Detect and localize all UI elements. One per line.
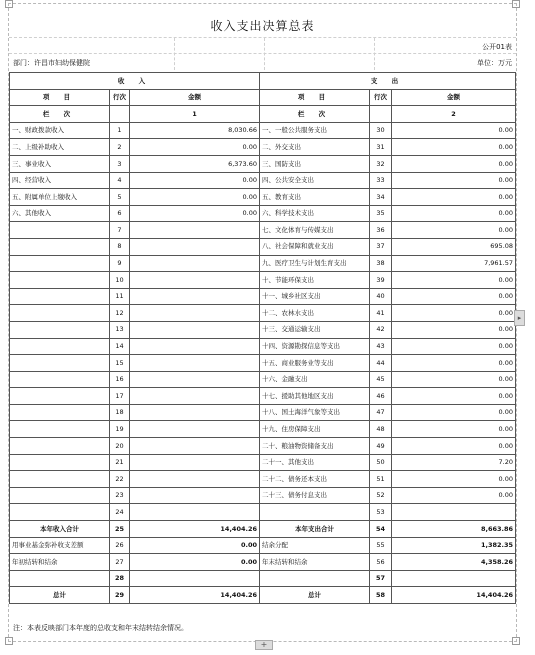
- table-header-row: [10, 89, 516, 106]
- income-amount: [130, 321, 260, 338]
- income-amount: 0.00: [130, 537, 260, 554]
- expense-row-no: 34: [370, 189, 392, 206]
- income-item: 六、其他收入: [10, 205, 110, 222]
- income-item: [10, 388, 110, 405]
- expense-row-no: 32: [370, 155, 392, 172]
- unit-label: 单位：万元: [477, 59, 512, 67]
- table-row: [10, 305, 516, 322]
- divider: [9, 53, 516, 54]
- corner-mark: [5, 0, 13, 8]
- table-row: [10, 454, 516, 471]
- column-index-label: 栏 次: [10, 106, 110, 123]
- income-row-no: 13: [110, 321, 130, 338]
- table-row: [10, 504, 516, 521]
- table-row: [10, 238, 516, 255]
- expense-item: 八、社会保障和就业支出: [260, 238, 370, 255]
- income-item: [10, 504, 110, 521]
- expense-item: 六、科学技术支出: [260, 205, 370, 222]
- income-amount: [130, 338, 260, 355]
- total-row: [10, 537, 516, 554]
- expense-item: 七、文化体育与传媒支出: [260, 222, 370, 239]
- expense-item: 二十三、债务付息支出: [260, 487, 370, 504]
- income-amount: 0.00: [130, 554, 260, 571]
- income-amount: [130, 388, 260, 405]
- income-row-no: 10: [110, 272, 130, 289]
- income-amount: 8,030.66: [130, 122, 260, 139]
- income-amount: 6,373.60: [130, 155, 260, 172]
- expense-row-no: 45: [370, 371, 392, 388]
- corner-mark: [512, 637, 520, 645]
- expense-item: 十八、国土海洋气象等支出: [260, 404, 370, 421]
- expense-amount: 0.00: [392, 355, 516, 372]
- expense-amount: 7,961.57: [392, 255, 516, 272]
- expense-amount: 0.00: [392, 205, 516, 222]
- expense-item: 十五、商业服务业等支出: [260, 355, 370, 372]
- table-row: [10, 122, 516, 139]
- total-row: [10, 554, 516, 571]
- income-item: 三、事业收入: [10, 155, 110, 172]
- table-row: [10, 438, 516, 455]
- expense-amount: 0.00: [392, 438, 516, 455]
- expense-amount: 0.00: [392, 272, 516, 289]
- table-row: [10, 471, 516, 488]
- income-item: 用事业基金弥补收支差额: [10, 537, 110, 554]
- expense-row-no: 56: [370, 554, 392, 571]
- expense-item: 结余分配: [260, 537, 370, 554]
- total-row: [10, 521, 516, 538]
- expense-item: 总计: [260, 587, 370, 604]
- expense-item: 十九、住房保障支出: [260, 421, 370, 438]
- divider: [264, 38, 265, 70]
- income-row-no: 2: [110, 139, 130, 156]
- expense-row-no: 39: [370, 272, 392, 289]
- income-item: [10, 272, 110, 289]
- income-amount: 14,404.26: [130, 587, 260, 604]
- expense-row-no: 46: [370, 388, 392, 405]
- income-row-no: 9: [110, 255, 130, 272]
- table-row: [10, 288, 516, 305]
- table-row: [10, 321, 516, 338]
- income-amount: [130, 570, 260, 587]
- expense-row-no: 44: [370, 355, 392, 372]
- expense-item: 十三、交通运输支出: [260, 321, 370, 338]
- expense-item: 十六、金融支出: [260, 371, 370, 388]
- expense-amount: 0.00: [392, 189, 516, 206]
- income-item: [10, 255, 110, 272]
- expense-row-no: 41: [370, 305, 392, 322]
- table-row: [10, 388, 516, 405]
- expense-item: 十七、援助其他地区支出: [260, 388, 370, 405]
- income-amount: 0.00: [130, 139, 260, 156]
- expense-amount: 0.00: [392, 321, 516, 338]
- divider: [174, 38, 175, 70]
- expense-amount: 0.00: [392, 371, 516, 388]
- row-header: 行次: [110, 89, 130, 106]
- expense-row-no: 50: [370, 454, 392, 471]
- income-amount: [130, 404, 260, 421]
- income-header: 收 入: [10, 73, 260, 90]
- income-item: 四、经营收入: [10, 172, 110, 189]
- income-row-no: 8: [110, 238, 130, 255]
- expense-row-no: 55: [370, 537, 392, 554]
- expense-row-no: 52: [370, 487, 392, 504]
- income-amount: [130, 504, 260, 521]
- income-row-no: 4: [110, 172, 130, 189]
- income-amount: [130, 487, 260, 504]
- expense-amount: 1,382.35: [392, 537, 516, 554]
- expense-amount: 4,358.26: [392, 554, 516, 571]
- total-row: [10, 587, 516, 604]
- expense-row-no: 58: [370, 587, 392, 604]
- expense-row-no: 37: [370, 238, 392, 255]
- income-row-no: 6: [110, 205, 130, 222]
- expense-item: 二十二、债务还本支出: [260, 471, 370, 488]
- column-index: 1: [130, 106, 260, 123]
- income-row-no: 27: [110, 554, 130, 571]
- income-amount: [130, 438, 260, 455]
- report-title: 收入支出决算总表: [210, 19, 315, 33]
- expense-item: 九、医疗卫生与计划生育支出: [260, 255, 370, 272]
- expense-amount: [392, 570, 516, 587]
- table-code: 公开01表: [482, 43, 512, 51]
- expense-item: 三、国防支出: [260, 155, 370, 172]
- expense-row-no: 53: [370, 504, 392, 521]
- income-item: [10, 404, 110, 421]
- income-item: [10, 321, 110, 338]
- expense-amount: 0.00: [392, 487, 516, 504]
- expense-item: 十一、城乡社区支出: [260, 288, 370, 305]
- income-item: [10, 355, 110, 372]
- expense-item: 本年支出合计: [260, 521, 370, 538]
- income-amount: [130, 255, 260, 272]
- income-amount: [130, 471, 260, 488]
- income-item: 年初结转和结余: [10, 554, 110, 571]
- income-amount: [130, 288, 260, 305]
- expense-amount: 0.00: [392, 338, 516, 355]
- income-row-no: 29: [110, 587, 130, 604]
- income-row-no: 23: [110, 487, 130, 504]
- expense-item: 二十、粮油物资储备支出: [260, 438, 370, 455]
- income-row-no: 7: [110, 222, 130, 239]
- income-row-no: 25: [110, 521, 130, 538]
- expense-row-no: 35: [370, 205, 392, 222]
- row-header: 行次: [370, 89, 392, 106]
- amount-header: 金额: [130, 89, 260, 106]
- summary-table: [9, 72, 516, 604]
- expense-item: 十四、资源勘探信息等支出: [260, 338, 370, 355]
- expense-row-no: 51: [370, 471, 392, 488]
- income-row-no: 17: [110, 388, 130, 405]
- expense-row-no: 42: [370, 321, 392, 338]
- income-item: 本年收入合计: [10, 521, 110, 538]
- expense-item: 年末结转和结余: [260, 554, 370, 571]
- income-row-no: 15: [110, 355, 130, 372]
- income-amount: [130, 454, 260, 471]
- table-row: [10, 272, 516, 289]
- table-row: [10, 155, 516, 172]
- table-row: [10, 355, 516, 372]
- table-row: [10, 222, 516, 239]
- income-amount: 0.00: [130, 189, 260, 206]
- income-item: [10, 570, 110, 587]
- income-amount: 14,404.26: [130, 521, 260, 538]
- total-row: [10, 570, 516, 587]
- expense-row-no: 36: [370, 222, 392, 239]
- divider: [374, 38, 375, 70]
- expand-right-handle[interactable]: ▸: [514, 310, 525, 326]
- table-row: [10, 404, 516, 421]
- expense-row-no: 54: [370, 521, 392, 538]
- income-item: 总计: [10, 587, 110, 604]
- income-amount: [130, 371, 260, 388]
- expense-amount: 0.00: [392, 404, 516, 421]
- expense-row-no: 47: [370, 404, 392, 421]
- table-row: [10, 487, 516, 504]
- income-row-no: 18: [110, 404, 130, 421]
- income-amount: [130, 305, 260, 322]
- expense-item: 十二、农林水支出: [260, 305, 370, 322]
- income-row-no: 11: [110, 288, 130, 305]
- income-row-no: 1: [110, 122, 130, 139]
- expense-row-no: 43: [370, 338, 392, 355]
- income-amount: [130, 222, 260, 239]
- expense-row-no: 33: [370, 172, 392, 189]
- expense-amount: 0.00: [392, 288, 516, 305]
- expense-amount: 14,404.26: [392, 587, 516, 604]
- corner-mark: [5, 637, 13, 645]
- corner-mark: [512, 0, 520, 8]
- income-item: [10, 421, 110, 438]
- income-item: [10, 471, 110, 488]
- expense-amount: 0.00: [392, 172, 516, 189]
- table-row: [10, 189, 516, 206]
- expense-item: [260, 570, 370, 587]
- expense-row-no: 38: [370, 255, 392, 272]
- income-item: 一、财政拨款收入: [10, 122, 110, 139]
- item-header: 项 目: [10, 89, 110, 106]
- expense-amount: 7.20: [392, 454, 516, 471]
- income-row-no: 19: [110, 421, 130, 438]
- expense-amount: 8,663.86: [392, 521, 516, 538]
- income-item: [10, 487, 110, 504]
- table-header-row: [10, 73, 516, 90]
- table-row: [10, 371, 516, 388]
- income-row-no: 12: [110, 305, 130, 322]
- income-amount: [130, 355, 260, 372]
- expense-header: 支 出: [260, 73, 516, 90]
- table-row: [10, 338, 516, 355]
- expense-amount: 695.08: [392, 238, 516, 255]
- income-item: [10, 288, 110, 305]
- income-amount: [130, 272, 260, 289]
- income-item: 五、附属单位上缴收入: [10, 189, 110, 206]
- income-row-no: 3: [110, 155, 130, 172]
- footnote: 注：本表反映部门本年度的总收支和年末结转结余情况。: [13, 624, 188, 632]
- expense-row-no: 57: [370, 570, 392, 587]
- expense-amount: 0.00: [392, 122, 516, 139]
- expense-row-no: 31: [370, 139, 392, 156]
- expense-item: 四、公共安全支出: [260, 172, 370, 189]
- amount-header: 金额: [392, 89, 516, 106]
- expense-item: 五、教育支出: [260, 189, 370, 206]
- column-index: 2: [392, 106, 516, 123]
- expense-amount: 0.00: [392, 388, 516, 405]
- income-item: [10, 338, 110, 355]
- income-row-no: 26: [110, 537, 130, 554]
- column-index-label: 栏 次: [260, 106, 370, 123]
- income-item: 二、上级补助收入: [10, 139, 110, 156]
- expense-item: 二、外交支出: [260, 139, 370, 156]
- income-row-no: 14: [110, 338, 130, 355]
- table-row: [10, 172, 516, 189]
- expense-row-no: 48: [370, 421, 392, 438]
- department-label: 部门：许昌市妇幼保健院: [13, 59, 90, 67]
- income-row-no: 22: [110, 471, 130, 488]
- income-item: [10, 222, 110, 239]
- expense-row-no: 30: [370, 122, 392, 139]
- expense-amount: 0.00: [392, 471, 516, 488]
- table-header-row: [10, 106, 516, 123]
- income-row-no: 28: [110, 570, 130, 587]
- expense-amount: 0.00: [392, 421, 516, 438]
- income-row-no: 24: [110, 504, 130, 521]
- table-row: [10, 205, 516, 222]
- income-item: [10, 454, 110, 471]
- table-row: [10, 139, 516, 156]
- income-amount: [130, 421, 260, 438]
- income-item: [10, 371, 110, 388]
- income-amount: 0.00: [130, 172, 260, 189]
- item-header: 项 目: [260, 89, 370, 106]
- income-item: [10, 438, 110, 455]
- income-row-no: 21: [110, 454, 130, 471]
- income-amount: [130, 238, 260, 255]
- divider: [9, 37, 516, 38]
- expense-item: 一、一般公共服务支出: [260, 122, 370, 139]
- expense-item: 十、节能环保支出: [260, 272, 370, 289]
- expense-row-no: 49: [370, 438, 392, 455]
- expense-item: [260, 504, 370, 521]
- income-row-no: 16: [110, 371, 130, 388]
- expense-amount: 0.00: [392, 139, 516, 156]
- expense-amount: 0.00: [392, 155, 516, 172]
- expense-amount: 0.00: [392, 222, 516, 239]
- expense-row-no: 40: [370, 288, 392, 305]
- expense-item: 二十一、其他支出: [260, 454, 370, 471]
- expand-bottom-handle[interactable]: +: [255, 640, 273, 650]
- income-amount: 0.00: [130, 205, 260, 222]
- income-item: [10, 238, 110, 255]
- income-row-no: 5: [110, 189, 130, 206]
- income-item: [10, 305, 110, 322]
- table-row: [10, 255, 516, 272]
- income-row-no: 20: [110, 438, 130, 455]
- expense-amount: 0.00: [392, 305, 516, 322]
- table-row: [10, 421, 516, 438]
- report-sheet: [8, 3, 517, 642]
- expense-amount: [392, 504, 516, 521]
